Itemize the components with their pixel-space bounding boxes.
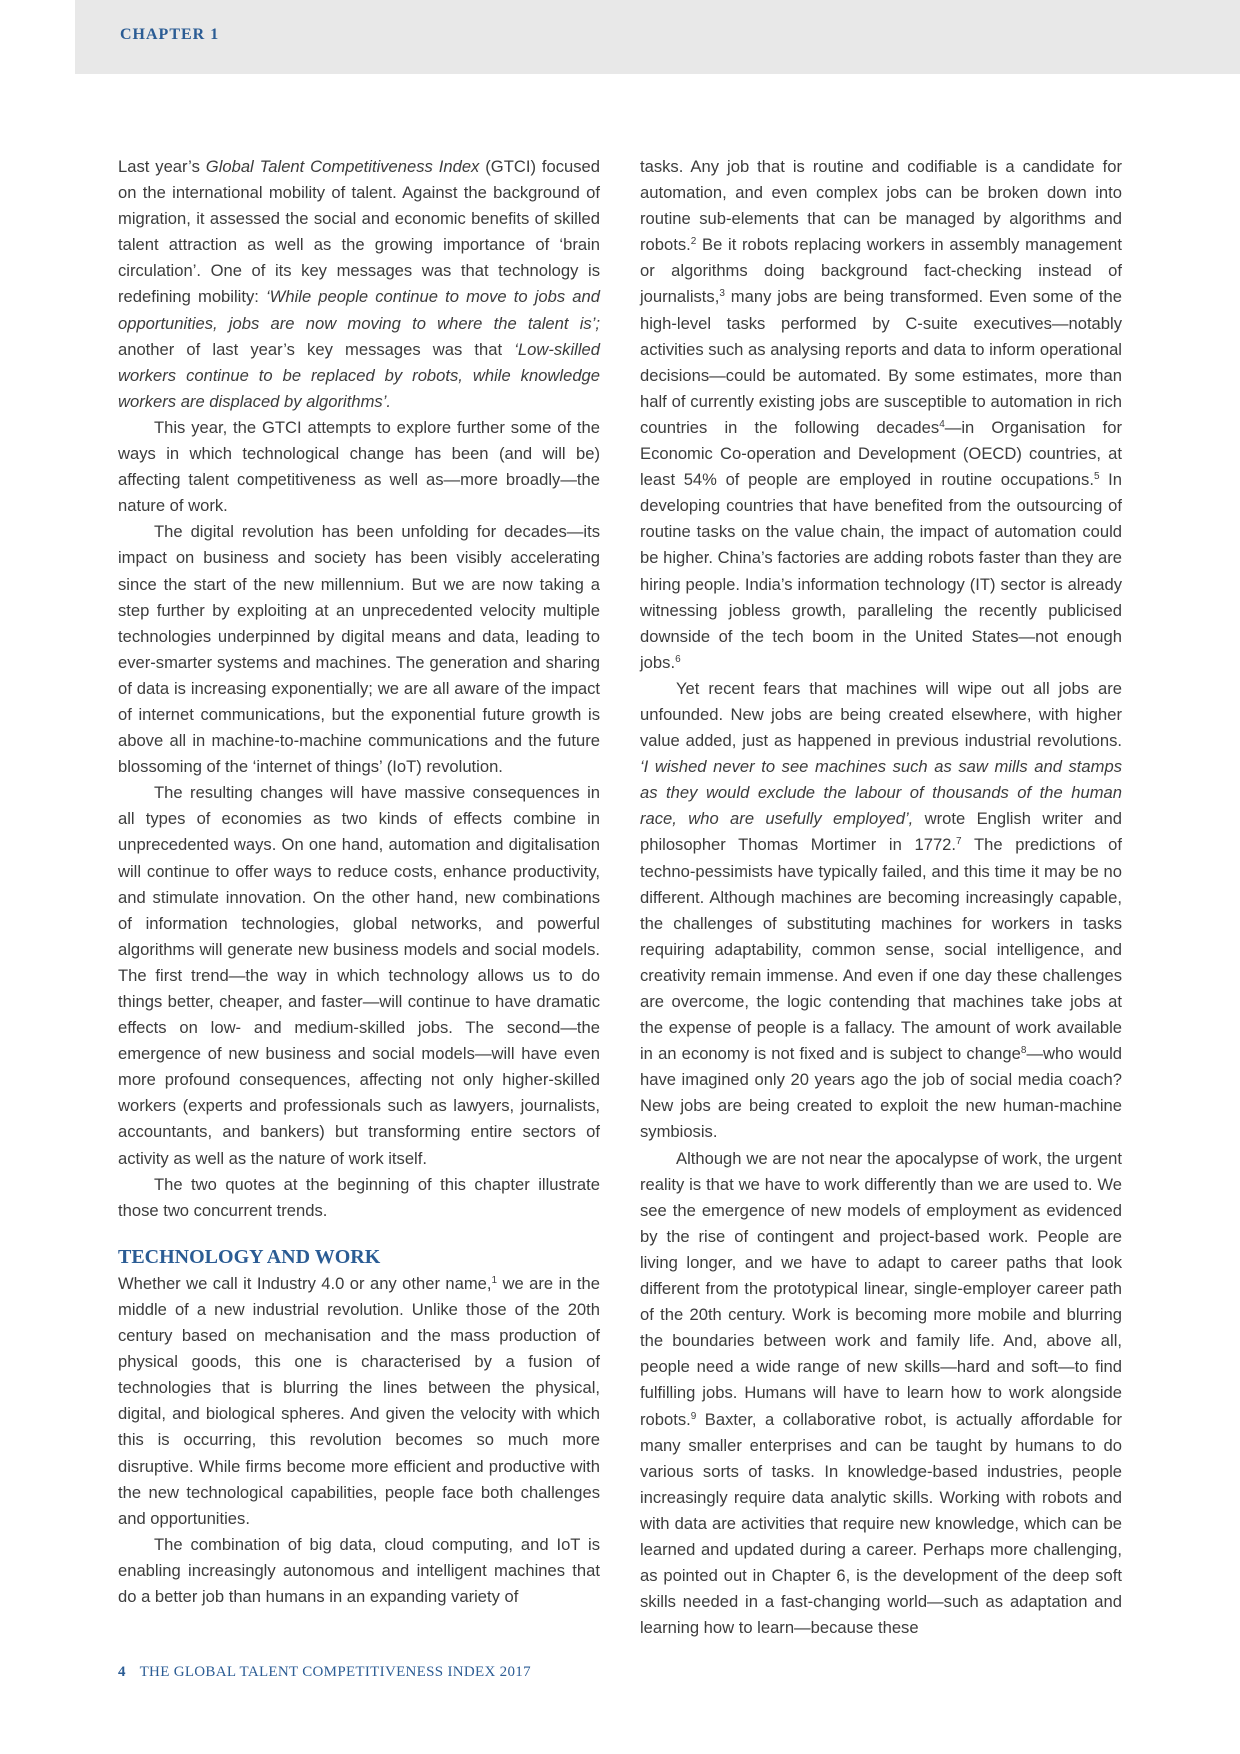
italic-quote: ‘While people continue to move to jobs and opportunities, jobs are now moving to where the talent is’;	[118, 287, 600, 333]
footnote-ref: 8	[1020, 1045, 1027, 1057]
footnote-ref: 4	[939, 418, 945, 430]
footnote-ref: 7	[956, 836, 962, 848]
text-run: The predictions of techno-pessimists have typically failed, and this time it may be no different. Although machines are becoming increasingly capable, the challenges of substituting machines for workers in tasks requiring adaptability, common sense, social intelligence, and creativity remain immense. And even if one day these challenges are overcome, the logic contending that machines take jobs at the expense of people is a fallacy. The amount of work available in an economy is not fixed and is subject to change	[640, 835, 1122, 1064]
italic-quote: ‘I wished never to see machines such as saw mills and stamps as they would exclude the labour of thousands of the human race, who are usefully employed’,	[640, 757, 1122, 829]
paragraph	[640, 676, 1122, 1146]
page-number: 4	[118, 1664, 126, 1680]
footnote-ref: 6	[675, 653, 681, 665]
section-heading: TECHNOLOGY AND WORK	[118, 1245, 381, 1268]
text-run: Yet recent fears that machines will wipe out all jobs are unfounded. New jobs are being created elsewhere, with higher value added, just as happened in previous industrial revolutions.	[640, 678, 1122, 751]
text-run: Last year’s	[118, 157, 206, 176]
header-band	[75, 0, 1240, 74]
footnote-ref: 2	[690, 236, 697, 248]
publication-title: THE GLOBAL TALENT COMPETITIVENESS INDEX 2017	[139, 1664, 531, 1680]
right-column	[640, 154, 1122, 1641]
text-run: Although we are not near the apocalypse of work, the urgent reality is that we have to work differently than we are used to. We see the emergence of new models of employment as evidenced by the rise of contingent and project-based work. People are living longer, and we have to adapt to career paths that look different from the prototypical linear, single-employer career path of the 20th century. Work is becoming more mobile and blurring the boundaries between work and family life. And, above all, people need a wide range of new skills—hard and soft—to find fulfilling jobs. Humans will have to learn how to work alongside robots.	[640, 1148, 1122, 1429]
text-run: —in Organisation for Economic Co-operation and Development (OECD) countries, at least 54% of people are employed in routine occupations.	[640, 417, 1122, 490]
page-footer	[118, 1664, 531, 1681]
paragraph: The digital revolution has been unfolding for decades—its impact on business and society has been visibly accelerating since the start of the new millennium. But we are now taking a step further by exploiting at an unprecedented velocity multiple technologies underpinned by digital means and data, leading to ever-smarter systems and machines. The generation and sharing of data is increasing exponentially; we are all aware of the impact of internet communications, but the exponential future growth is above all in machine-to-machine communications and the future blossoming of the ‘internet of things’ (IoT) revolution.	[118, 522, 600, 777]
chapter-label: CHAPTER 1	[120, 26, 220, 43]
footnote-ref: 5	[1093, 471, 1100, 483]
paragraph: The two quotes at the beginning of this chapter illustrate those two concurrent trends.	[118, 1174, 600, 1220]
text-run: tasks. Any job that is routine and codifiable is a candidate for automation, and even complex jobs can be broken down into routine sub-elements that can be managed by algorithms and robots.	[640, 157, 1122, 255]
text-run: In developing countries that have benefited from the outsourcing of routine tasks on the value chain, the impact of automation could be higher. China’s factories are adding robots faster than they are hiring people. India’s information technology (IT) sector is already witnessing jobless growth, paralleling the recently publicised downside of the tech boom in the United States—not enough jobs.	[640, 470, 1122, 672]
text-run: Baxter, a collaborative robot, is actually affordable for many smaller enterprises and can be taught by humans to do various sorts of tasks. In knowledge-based industries, people increasingly require data analytic skills. Working with robots and with data are activities that require new knowledge, which can be learned and updated during a career. Perhaps more challenging, as pointed out in Chapter 6, is the development of the deep soft skills needed in a fast-changing world—such as adaptation and learning how to learn—because these	[640, 1409, 1122, 1638]
italic-quote: Global Talent Competitiveness Index	[205, 157, 480, 176]
paragraph: The resulting changes will have massive consequences in all types of economies as two kinds of effects combine in unprecedented ways. On one hand, automation and digitalisation will continue to offer ways to reduce costs, enhance productivity, and stimulate innovation. On the other hand, new combinations of information technologies, global networks, and powerful algorithms will generate new business models and social models. The first trend—the way in which technology allows us to do things better, cheaper, and faster—will continue to have dramatic effects on low- and medium-skilled jobs. The second—the emergence of new business and social models—will have even more profound consequences, affecting not only higher-skilled workers (experts and professionals such as lawyers, journalists, accountants, and bankers) but transforming entire sectors of activity as well as the nature of work itself.	[118, 783, 600, 1168]
paragraph	[640, 1146, 1122, 1642]
text-run: another of last year’s key messages was that	[118, 339, 515, 359]
italic-quote: ‘Low-skilled workers continue to be replaced by robots, while knowledge workers are displaced by algorithms’.	[118, 339, 600, 411]
footnote-ref: 9	[690, 1410, 697, 1422]
left-column	[118, 154, 600, 1610]
paragraph: This year, the GTCI attempts to explore further some of the ways in which technological change has been (and will be) affecting talent competitiveness as well as—more broadly—the nature of work.	[118, 417, 600, 516]
footnote-ref: 3	[719, 288, 725, 300]
text-run: (GTCI) focused on the international mobility of talent. Against the background of migration, it assessed the social and economic benefits of skilled talent attraction as well as the growing importance of ‘brain circulation’. One of its key messages was that technology is redefining mobility:	[118, 157, 600, 307]
paragraph	[640, 154, 1122, 676]
text-run: Be it robots replacing workers in assembly management or algorithms doing background fact-checking instead of journalists,	[640, 235, 1122, 307]
text-run: we are in the middle of a new industrial revolution. Unlike those of the 20th century based on mechanisation and the mass production of physical goods, this one is characterised by a fusion of technologies that is blurring the lines between the physical, digital, and biological spheres. And given the velocity with which this is occurring, this revolution becomes so much more disruptive. While firms become more efficient and productive with the new technological capabilities, people face both challenges and opportunities.	[118, 1273, 600, 1528]
footnote-ref: 1	[491, 1274, 498, 1286]
paragraph	[118, 154, 600, 415]
text-run: Whether we call it Industry 4.0 or any other name,	[118, 1273, 492, 1293]
paragraph	[118, 1271, 600, 1532]
paragraph: The combination of big data, cloud computing, and IoT is enabling increasingly autonomous and intelligent machines that do a better job than humans in an expanding variety of	[118, 1534, 600, 1606]
text-run: wrote English writer and philosopher Thomas Mortimer in 1772.	[640, 809, 1122, 855]
text-run: —who would have imagined only 20 years ago the job of social media coach? New jobs are being created to exploit the new human-machine symbiosis.	[640, 1044, 1122, 1142]
text-run: many jobs are being transformed. Even some of the high-level tasks performed by C-suite executives—notably activities such as analysing reports and data to inform operational decisions—could be automated. By some estimates, more than half of currently existing jobs are susceptible to automation in rich countries in the following decades	[640, 287, 1122, 437]
